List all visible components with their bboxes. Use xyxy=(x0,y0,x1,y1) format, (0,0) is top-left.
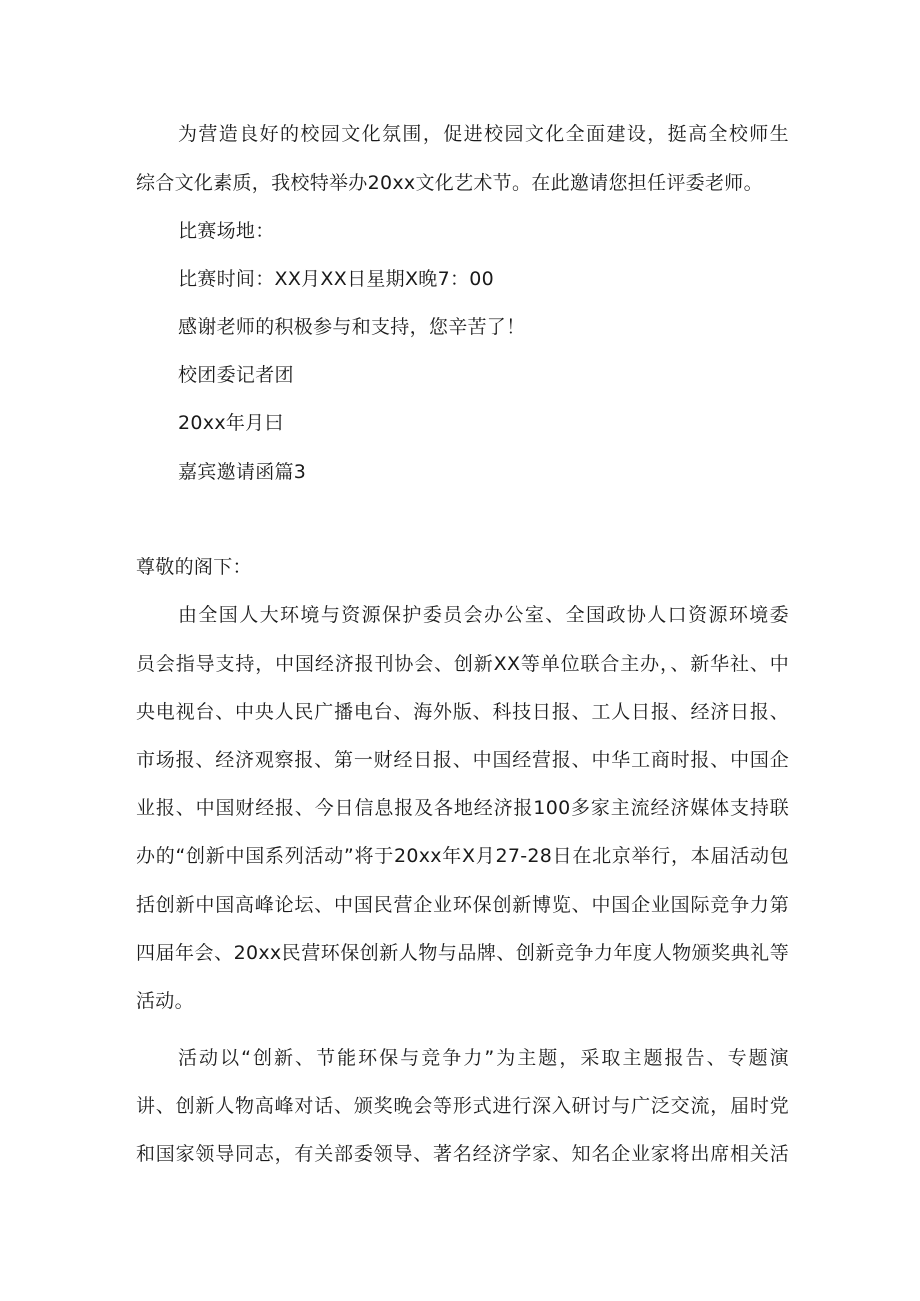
section-heading: 嘉宾邀请函篇3 xyxy=(178,461,307,483)
body-paragraph-1-line-8: 四届年会、20xx民营环保创新人物与品牌、创新竞争力年度人物颁奖典礼等 xyxy=(136,942,789,964)
venue-line: 比赛场地： xyxy=(178,220,275,242)
body-paragraph-1-line-4: 市场报、经济观察报、第一财经日报、中国经营报、中华工商时报、中国企 xyxy=(136,749,789,771)
body-paragraph-1-line-3: 央电视台、中央人民广播电台、海外版、科技日报、工人日报、经济日报、 xyxy=(136,701,789,723)
body-paragraph-2-line-1: 活动以“创新、节能环保与竞争力”为主题，采取主题报告、专题演 xyxy=(178,1047,789,1069)
body-paragraph-1-line-6: 办的“创新中国系列活动”将于20xx年X月27-28日在北京举行，本届活动包 xyxy=(136,845,789,867)
body-paragraph-2-line-2: 讲、创新人物高峰对话、颁奖晚会等形式进行深入研讨与广泛交流，届时党 xyxy=(136,1095,789,1117)
intro-paragraph-line-2: 综合文化素质，我校特举办20xx文化艺术节。在此邀请您担任评委老师。 xyxy=(136,172,763,194)
body-paragraph-1-line-9: 活动。 xyxy=(136,990,194,1012)
time-line: 比赛时间：XX月XX日星期X晚7：00 xyxy=(178,268,495,290)
body-paragraph-1-line-1: 由全国人大环境与资源保护委员会办公室、全国政协人口资源环境委 xyxy=(178,604,789,626)
thanks-line: 感谢老师的积极参与和支持，您辛苦了！ xyxy=(178,316,526,338)
date-line: 20xx年月曰 xyxy=(178,412,284,434)
body-paragraph-2-line-3: 和国家领导同志，有关部委领导、著名经济学家、知名企业家将出席相关活 xyxy=(136,1143,789,1165)
salutation: 尊敬的阁下： xyxy=(136,556,252,578)
intro-paragraph-line-1: 为营造良好的校园文化氛围，促进校园文化全面建设，挺高全校师生 xyxy=(178,123,789,145)
signer-line: 校团委记者团 xyxy=(178,364,294,386)
body-paragraph-1-line-5: 业报、中国财经报、今日信息报及各地经济报100多家主流经济媒体支持联 xyxy=(136,797,789,819)
body-paragraph-1-line-7: 括创新中国高峰论坛、中国民营企业环保创新博览、中国企业国际竞争力第 xyxy=(136,894,789,916)
body-paragraph-1-line-2: 员会指导支持，中国经济报刊协会、创新XX等单位联合主办，、新华社、中 xyxy=(136,653,789,675)
